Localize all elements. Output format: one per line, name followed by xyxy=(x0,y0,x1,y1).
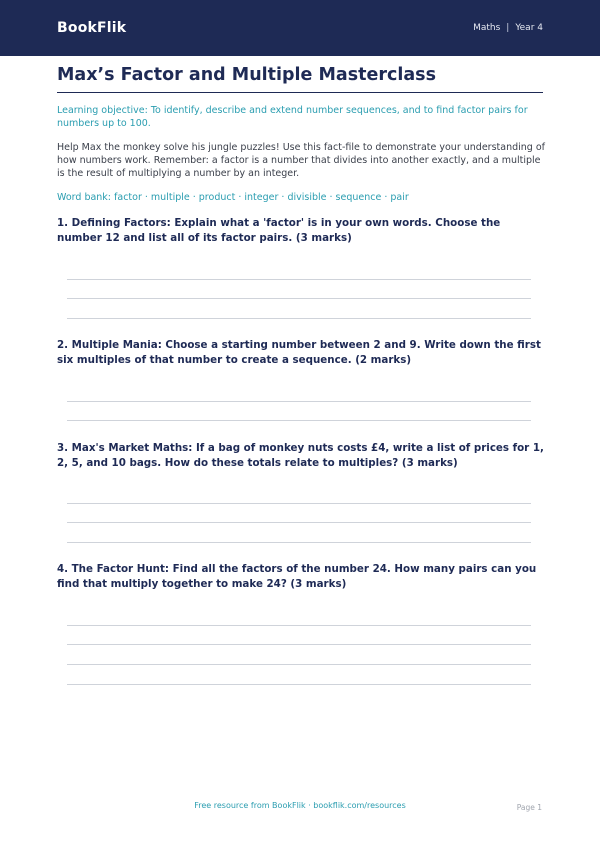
header-meta xyxy=(473,23,543,33)
answer-line[interactable] xyxy=(67,522,531,523)
year-label: Year 4 xyxy=(515,23,543,33)
subject-label: Maths xyxy=(473,23,501,33)
word-bank: Word bank: factor · multiple · product · integer · divisible · sequence · pair xyxy=(57,192,409,203)
answer-line[interactable] xyxy=(67,298,531,299)
answer-line[interactable] xyxy=(67,401,531,402)
page-number: Page 1 xyxy=(516,803,542,812)
meta-separator: | xyxy=(506,23,510,33)
intro-text: Help Max the monkey solve his jungle puzzles! Use this fact-file to demonstrate your understanding of how numbers work. Remember: a factor is a number that divides into another exactly, and a multiple is the result of multiplying a number by an integer. xyxy=(57,142,545,179)
learning-objective: Learning objective: To identify, describe and extend number sequences, and to find factor pairs for numbers up to 100. xyxy=(57,105,528,129)
page-title: Max’s Factor and Multiple Masterclass xyxy=(57,65,437,85)
answer-line[interactable] xyxy=(67,684,531,685)
intro-section xyxy=(57,62,547,204)
question-3: 3. Max's Market Maths: If a bag of monkey nuts costs £4, write a list of prices for 1, 2, 5, and 10 bags. How do these totals relate to multiples? (3 marks) xyxy=(57,442,544,469)
answer-line[interactable] xyxy=(67,664,531,665)
title-divider xyxy=(57,92,543,93)
answer-line[interactable] xyxy=(67,318,531,319)
answer-line[interactable] xyxy=(67,644,531,645)
brand-logo[interactable]: BookFlik xyxy=(57,20,127,36)
question-2: 2. Multiple Mania: Choose a starting number between 2 and 9. Write down the first six multiples of that number to create a sequence. (2 marks) xyxy=(57,339,541,366)
answer-line[interactable] xyxy=(67,279,531,280)
answer-line[interactable] xyxy=(67,503,531,504)
answer-line[interactable] xyxy=(67,420,531,421)
footer-resource-link[interactable]: Free resource from BookFlik · bookflik.com/resources xyxy=(194,801,406,810)
question-1: 1. Defining Factors: Explain what a 'factor' is in your own words. Choose the number 12 and list all of its factor pairs. (3 marks) xyxy=(57,217,501,244)
question-4: 4. The Factor Hunt: Find all the factors of the number 24. How many pairs can you find that multiply together to make 24? (3 marks) xyxy=(57,563,537,590)
header-bar xyxy=(0,0,600,56)
answer-line[interactable] xyxy=(67,625,531,626)
answer-line[interactable] xyxy=(67,542,531,543)
